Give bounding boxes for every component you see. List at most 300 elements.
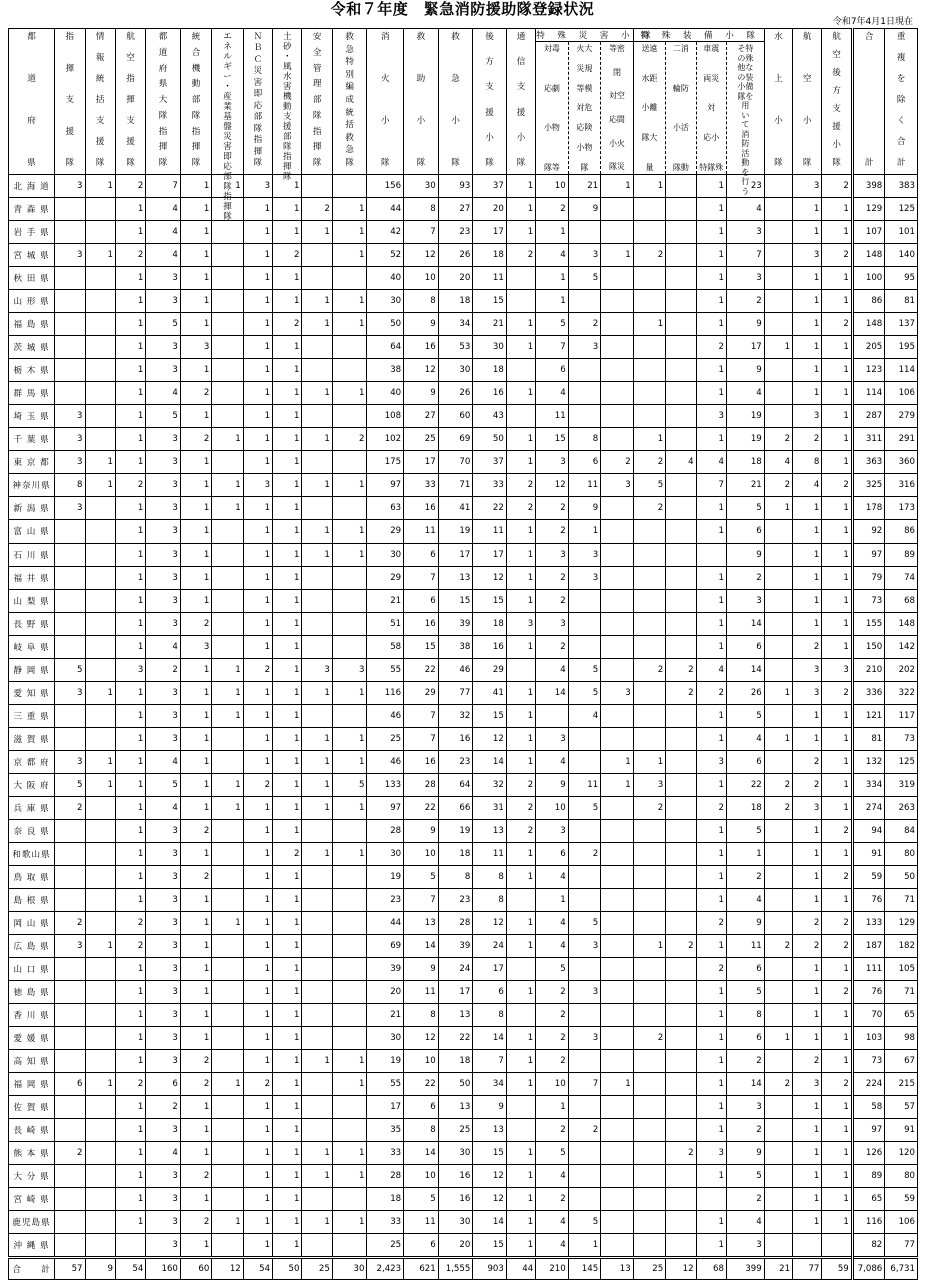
table-cell: 1 <box>822 589 852 612</box>
table-cell: 11 <box>473 267 507 290</box>
header-char: そ特 <box>737 44 754 53</box>
table-cell: 4 <box>726 198 764 221</box>
header-char: 合 <box>864 32 874 42</box>
header-char: 隊 <box>65 158 75 168</box>
table-cell: 1 <box>822 1165 852 1188</box>
header-char: 方 <box>485 57 494 68</box>
table-cell: 1 <box>180 958 211 981</box>
prefecture-name: 山 梨 県 <box>9 589 55 612</box>
table-cell <box>601 543 634 566</box>
table-cell: 1 <box>115 958 145 981</box>
table-cell: 16 <box>438 1165 473 1188</box>
table-cell: 1 <box>243 359 272 382</box>
table-cell: 44 <box>506 1258 535 1280</box>
table-cell: 2 <box>696 912 726 935</box>
table-cell: 71 <box>885 981 918 1004</box>
table-row <box>9 865 918 888</box>
page-title: 令和７年度 緊急消防援助隊登録状況 <box>330 0 595 18</box>
table-cell <box>633 1188 665 1211</box>
table-cell: 263 <box>885 796 918 819</box>
table-row <box>9 1142 918 1165</box>
table-row <box>9 198 918 221</box>
table-cell: 3 <box>146 589 181 612</box>
table-cell: 10 <box>404 1165 439 1188</box>
table-cell <box>764 1050 792 1073</box>
table-cell <box>212 981 243 1004</box>
header-char: 行 <box>741 177 750 186</box>
table-cell <box>666 888 696 911</box>
table-cell: 1 <box>243 704 272 727</box>
table-cell <box>55 981 85 1004</box>
table-cell: 1 <box>243 1004 272 1027</box>
table-cell: 1 <box>506 1188 535 1211</box>
table-cell: 89 <box>885 543 918 566</box>
header-char: 指 <box>191 126 201 137</box>
table-cell: 1 <box>243 1211 272 1234</box>
table-cell: 1 <box>822 1211 852 1234</box>
table-cell: 4 <box>536 382 568 405</box>
table-cell: 175 <box>367 451 404 474</box>
table-cell: 3 <box>793 796 822 819</box>
table-cell: 1 <box>793 1119 822 1142</box>
table-cell: 3 <box>180 635 211 658</box>
table-row <box>9 935 918 958</box>
table-cell <box>55 359 85 382</box>
table-row <box>9 750 918 773</box>
table-cell: 1 <box>243 612 272 635</box>
table-cell: 3 <box>146 1027 181 1050</box>
header-col <box>55 29 85 175</box>
table-row <box>9 221 918 244</box>
header-char: を <box>896 74 906 84</box>
prefecture-name: 新 潟 県 <box>9 497 55 520</box>
prefecture-name: 大 阪 府 <box>9 773 55 796</box>
table-cell: 1 <box>822 1142 852 1165</box>
header-char: 隊 <box>516 157 526 168</box>
table-cell: 4 <box>536 1211 568 1234</box>
table-cell: 1 <box>506 981 535 1004</box>
table-cell <box>568 727 600 750</box>
table-cell: 1 <box>180 1027 211 1050</box>
table-cell: 5 <box>726 1165 764 1188</box>
header-char: 災 <box>223 132 232 142</box>
table-cell: 6 <box>726 520 764 543</box>
table-cell <box>568 1188 600 1211</box>
table-cell: 1 <box>273 543 302 566</box>
table-cell <box>85 566 115 589</box>
table-cell: 1 <box>332 1050 367 1073</box>
table-cell: 17 <box>438 981 473 1004</box>
table-cell <box>764 1188 792 1211</box>
table-cell: 1 <box>506 727 535 750</box>
table-cell: 4 <box>726 1211 764 1234</box>
table-cell: 3 <box>180 336 211 359</box>
prefecture-name: 佐 賀 県 <box>9 1096 55 1119</box>
table-cell <box>764 520 792 543</box>
table-cell: 1 <box>243 912 272 935</box>
header-char: 指 <box>65 32 75 42</box>
table-cell: 3 <box>146 336 181 359</box>
table-cell: 9 <box>568 198 600 221</box>
table-cell: 73 <box>852 1050 884 1073</box>
table-cell: 1 <box>115 497 145 520</box>
table-cell: 11 <box>726 935 764 958</box>
table-cell: 1 <box>696 612 726 635</box>
table-cell: 9 <box>404 382 439 405</box>
table-cell <box>85 1142 115 1165</box>
header-char: 小 <box>802 116 812 126</box>
table-cell: 1 <box>506 1211 535 1234</box>
table-cell: 29 <box>404 681 439 704</box>
table-cell: 2 <box>180 1165 211 1188</box>
table-cell: 1 <box>793 958 822 981</box>
table-cell: 21 <box>473 313 507 336</box>
table-cell: 54 <box>115 1258 145 1280</box>
table-cell: 1 <box>243 520 272 543</box>
table-cell: 202 <box>885 658 918 681</box>
table-cell: 2 <box>726 566 764 589</box>
header-col <box>85 29 115 175</box>
table-cell: 30 <box>473 336 507 359</box>
table-cell: 1 <box>180 267 211 290</box>
table-cell: 2 <box>243 773 272 796</box>
table-cell: 1 <box>243 958 272 981</box>
table-cell <box>302 958 332 981</box>
table-cell: 2 <box>506 819 535 842</box>
prefecture-name: 愛 媛 県 <box>9 1027 55 1050</box>
table-row <box>9 267 918 290</box>
table-cell: 17 <box>726 336 764 359</box>
table-cell: 1 <box>696 635 726 658</box>
table-cell: 148 <box>852 244 884 267</box>
table-row <box>9 1073 918 1096</box>
prefecture-name: 宮 崎 県 <box>9 1188 55 1211</box>
header-char: 大 <box>158 95 168 105</box>
table-cell: 3 <box>793 658 822 681</box>
table-cell: 3 <box>146 727 181 750</box>
table-cell: 1 <box>793 198 822 221</box>
table-cell: 12 <box>473 912 507 935</box>
table-cell: 8 <box>404 290 439 313</box>
table-cell <box>55 589 85 612</box>
header-char: 小 <box>516 132 526 143</box>
table-cell: 3 <box>146 612 181 635</box>
table-cell <box>633 566 665 589</box>
table-cell <box>633 819 665 842</box>
table-cell <box>666 1234 696 1258</box>
table-cell <box>55 958 85 981</box>
table-cell: 9 <box>726 313 764 336</box>
header-char: 特 <box>345 57 354 68</box>
table-cell: 1 <box>115 566 145 589</box>
table-cell: 322 <box>885 681 918 704</box>
table-cell: 4 <box>696 658 726 681</box>
table-cell: 1 <box>696 359 726 382</box>
table-cell: 1 <box>273 796 302 819</box>
table-cell: 1 <box>793 543 822 566</box>
table-cell: 1 <box>115 1096 145 1119</box>
table-cell: 3 <box>146 1004 181 1027</box>
table-cell: 1 <box>696 1096 726 1119</box>
table-cell <box>55 221 85 244</box>
table-cell: 1 <box>506 912 535 935</box>
header-char: 県 <box>158 79 168 90</box>
table-cell <box>302 244 332 267</box>
table-cell: 1 <box>243 635 272 658</box>
table-cell: 117 <box>885 704 918 727</box>
table-cell: 5 <box>146 313 181 336</box>
table-cell <box>302 819 332 842</box>
table-cell: 6 <box>404 1234 439 1258</box>
table-cell: 1 <box>506 750 535 773</box>
table-cell <box>85 1211 115 1234</box>
table-cell: 1 <box>273 819 302 842</box>
table-cell <box>85 1188 115 1211</box>
table-cell: 59 <box>885 1188 918 1211</box>
table-cell: 58 <box>367 635 404 658</box>
table-cell <box>666 635 696 658</box>
table-cell <box>666 244 696 267</box>
header-char: 小活 <box>672 123 689 132</box>
table-cell <box>85 658 115 681</box>
header-char: 水距 <box>641 73 658 83</box>
table-cell: 1 <box>696 221 726 244</box>
table-cell: 1 <box>822 359 852 382</box>
table-cell: 2 <box>793 750 822 773</box>
header-col <box>212 29 243 222</box>
table-cell <box>302 888 332 911</box>
header-char: 動 <box>741 158 750 167</box>
table-cell: 1 <box>822 750 852 773</box>
table-cell: 1 <box>302 221 332 244</box>
table-cell: 334 <box>852 773 884 796</box>
table-cell: 1 <box>332 543 367 566</box>
table-cell: 1 <box>506 1142 535 1165</box>
table-cell: 25 <box>367 727 404 750</box>
table-cell: 21 <box>568 175 600 198</box>
header-char: 小物 <box>576 142 593 152</box>
prefecture-name: 長 野 県 <box>9 612 55 635</box>
table-cell <box>601 1188 634 1211</box>
table-cell: 28 <box>367 1165 404 1188</box>
table-cell: 1 <box>180 1004 211 1027</box>
header-char: 応劇 <box>543 83 560 93</box>
table-cell: 116 <box>367 681 404 704</box>
table-cell: 1 <box>115 796 145 819</box>
table-cell: 2 <box>822 681 852 704</box>
table-cell: 31 <box>473 796 507 819</box>
table-cell: 1 <box>85 1073 115 1096</box>
header-char: 送遠 <box>641 44 658 53</box>
table-cell: 1 <box>115 888 145 911</box>
table-cell <box>633 912 665 935</box>
table-cell <box>85 267 115 290</box>
header-col <box>115 29 145 175</box>
table-cell <box>55 888 85 911</box>
header-char: 括 <box>95 95 105 105</box>
table-cell: 1 <box>243 935 272 958</box>
table-cell: 1 <box>115 520 145 543</box>
table-cell <box>85 981 115 1004</box>
header-char: 急 <box>345 145 354 156</box>
table-cell <box>568 359 600 382</box>
table-cell: 3 <box>146 1211 181 1234</box>
table-cell <box>85 221 115 244</box>
table-cell: 1 <box>506 865 535 888</box>
table-cell: 1 <box>793 865 822 888</box>
header-char: 隊 <box>312 110 322 121</box>
table-cell: 2 <box>146 658 181 681</box>
table-cell: 59 <box>852 865 884 888</box>
table-cell: 6,731 <box>885 1258 918 1280</box>
table-cell: 8 <box>726 1004 764 1027</box>
table-cell: 2 <box>666 681 696 704</box>
table-cell <box>601 566 634 589</box>
table-cell: 1 <box>273 589 302 612</box>
table-cell: 1 <box>302 313 332 336</box>
table-cell: 1 <box>115 1027 145 1050</box>
table-cell: 1 <box>115 221 145 244</box>
table-cell <box>601 796 634 819</box>
table-cell: 3 <box>146 474 181 497</box>
header-char: 機 <box>282 92 292 102</box>
table-cell <box>764 912 792 935</box>
header-char: 特隊殊 <box>699 162 724 172</box>
table-cell: 3 <box>146 451 181 474</box>
header-char: 急 <box>451 74 460 84</box>
table-cell: 3 <box>55 681 85 704</box>
table-cell: 1 <box>273 428 302 451</box>
prefecture-name: 合 計 <box>9 1258 55 1280</box>
header-char: 隊大 <box>641 132 658 142</box>
table-cell: 1 <box>822 1096 852 1119</box>
table-cell <box>85 198 115 221</box>
table-cell <box>568 290 600 313</box>
table-cell: 2 <box>601 451 634 474</box>
table-cell <box>568 405 600 428</box>
table-cell: 1 <box>793 1188 822 1211</box>
table-cell: 18 <box>438 1050 473 1073</box>
table-cell: 8 <box>568 428 600 451</box>
table-cell: 903 <box>473 1258 507 1280</box>
table-cell: 7 <box>404 566 439 589</box>
table-cell: 4 <box>146 198 181 221</box>
table-cell <box>666 1096 696 1119</box>
header-char: 隊 <box>832 158 841 168</box>
prefecture-name: 兵 庫 県 <box>9 796 55 819</box>
table-cell: 1 <box>822 566 852 589</box>
table-cell <box>666 290 696 313</box>
header-char: 道 <box>27 74 36 84</box>
table-cell: 13 <box>473 1119 507 1142</box>
table-cell <box>633 382 665 405</box>
table-cell: 2 <box>822 474 852 497</box>
table-row <box>9 382 918 405</box>
table-cell: 1 <box>568 1234 600 1258</box>
header-char: Ｎ <box>253 32 263 42</box>
table-cell: 1 <box>273 773 302 796</box>
table-cell: 14 <box>726 612 764 635</box>
table-cell <box>55 543 85 566</box>
table-cell: 3 <box>146 958 181 981</box>
table-cell: 1 <box>332 1142 367 1165</box>
header-char: 通 <box>516 32 526 42</box>
table-cell: 1 <box>696 1165 726 1188</box>
table-cell <box>666 267 696 290</box>
table-cell: 3 <box>146 520 181 543</box>
header-char: 水 <box>774 32 783 42</box>
table-cell <box>568 1050 600 1073</box>
table-cell: 3 <box>696 750 726 773</box>
table-row <box>9 981 918 1004</box>
table-cell: 7 <box>696 474 726 497</box>
table-row <box>9 773 918 796</box>
table-cell <box>601 1027 634 1050</box>
header-char: 用 <box>741 101 750 110</box>
table-cell <box>212 359 243 382</box>
table-cell: 5 <box>568 681 600 704</box>
table-cell: 1 <box>243 543 272 566</box>
header-char: 合 <box>191 47 201 58</box>
table-cell: 51 <box>367 612 404 635</box>
table-cell: 58 <box>852 1096 884 1119</box>
table-cell: 1 <box>273 497 302 520</box>
prefecture-name: 埼 玉 県 <box>9 405 55 428</box>
table-cell <box>568 612 600 635</box>
table-cell: 13 <box>404 912 439 935</box>
table-cell: 60 <box>438 405 473 428</box>
header-col <box>404 29 439 175</box>
table-cell: 187 <box>852 935 884 958</box>
table-cell <box>633 727 665 750</box>
table-cell: 2 <box>115 912 145 935</box>
table-cell: 32 <box>473 773 507 796</box>
table-cell: 2 <box>696 958 726 981</box>
table-cell <box>85 842 115 865</box>
table-cell: 4 <box>536 244 568 267</box>
table-cell: 6 <box>55 1073 85 1096</box>
table-cell: 74 <box>885 566 918 589</box>
table-cell <box>633 1142 665 1165</box>
table-cell: 2 <box>180 612 211 635</box>
table-cell: 3 <box>536 612 568 635</box>
table-cell <box>764 819 792 842</box>
header-char: 部 <box>191 95 201 105</box>
table-cell: 30 <box>438 359 473 382</box>
table-cell <box>302 267 332 290</box>
table-cell <box>85 635 115 658</box>
table-cell: 1 <box>793 888 822 911</box>
table-cell: 1 <box>696 1004 726 1027</box>
table-cell: 54 <box>243 1258 272 1280</box>
table-cell <box>212 566 243 589</box>
header-char: 隊 <box>191 158 201 168</box>
table-cell: 1 <box>115 1142 145 1165</box>
prefecture-name: 神奈川県 <box>9 474 55 497</box>
table-cell: 1 <box>601 175 634 198</box>
prefecture-name: 茨 城 県 <box>9 336 55 359</box>
table-cell <box>601 912 634 935</box>
table-cell: 52 <box>367 244 404 267</box>
header-char: 応小 <box>703 132 720 142</box>
table-cell: 4 <box>536 865 568 888</box>
table-cell <box>601 336 634 359</box>
table-cell: 16 <box>438 727 473 750</box>
table-cell: 24 <box>438 958 473 981</box>
table-cell: 3 <box>146 1188 181 1211</box>
prefecture-name: 広 島 県 <box>9 935 55 958</box>
table-cell <box>212 1165 243 1188</box>
